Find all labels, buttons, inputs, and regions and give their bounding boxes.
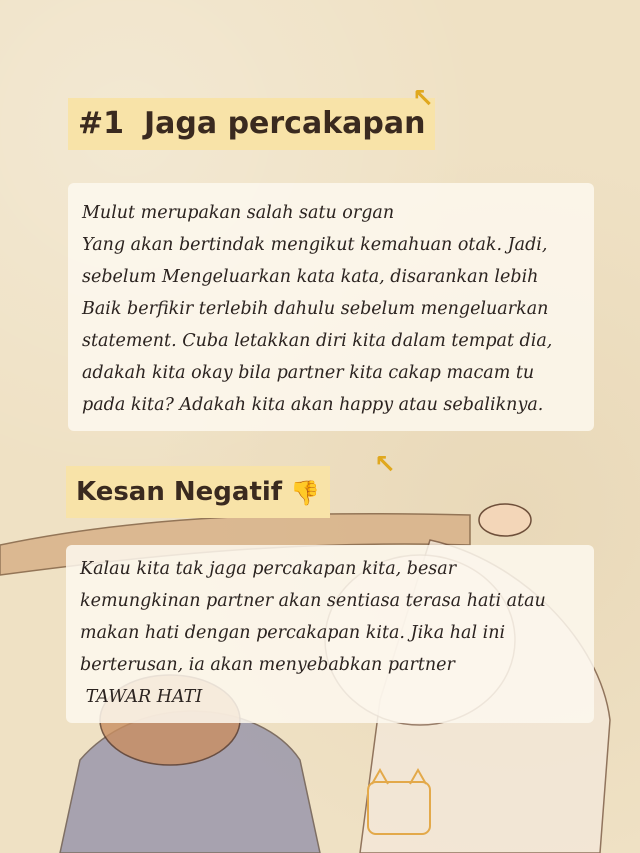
effect-card bbox=[66, 545, 594, 723]
explanation-card bbox=[68, 183, 594, 431]
text-line: TAWAR HATI bbox=[80, 687, 203, 707]
section-title bbox=[66, 466, 330, 518]
section-number: #1 bbox=[68, 98, 134, 150]
text-line: Kalau kita tak jaga percakapan kita, besar bbox=[80, 559, 457, 579]
arrow-up-left-icon: ↖ bbox=[374, 450, 396, 480]
text-line: makan hati dengan percakapan kita. Jika hal ini bbox=[80, 623, 506, 643]
section-title-text: Kesan Negatif bbox=[76, 477, 283, 507]
text-line: Baik berfikir terlebih dahulu sebelum mengeluarkan bbox=[82, 299, 549, 319]
section-title: Jaga percakapan bbox=[134, 98, 435, 150]
text-line: statement. Cuba letakkan diri kita dalam tempat dia, bbox=[82, 331, 553, 351]
text-line: berterusan, ia akan menyebabkan partner bbox=[80, 655, 455, 675]
thumbs-down-icon: 👎 bbox=[290, 478, 320, 507]
arrow-up-left-icon: ↖ bbox=[412, 84, 434, 114]
text-line: sebelum Mengeluarkan kata kata, disarankan lebih bbox=[82, 267, 539, 287]
text-line: pada kita? Adakah kita akan happy atau sebaliknya. bbox=[82, 395, 544, 415]
text-line: Yang akan bertindak mengikut kemahuan otak. Jadi, bbox=[82, 235, 548, 255]
text-line: adakah kita okay bila partner kita cakap macam tu bbox=[82, 363, 535, 383]
text-line: Mulut merupakan salah satu organ bbox=[82, 203, 395, 223]
text-line: kemungkinan partner akan sentiasa terasa hati atau bbox=[80, 591, 546, 611]
